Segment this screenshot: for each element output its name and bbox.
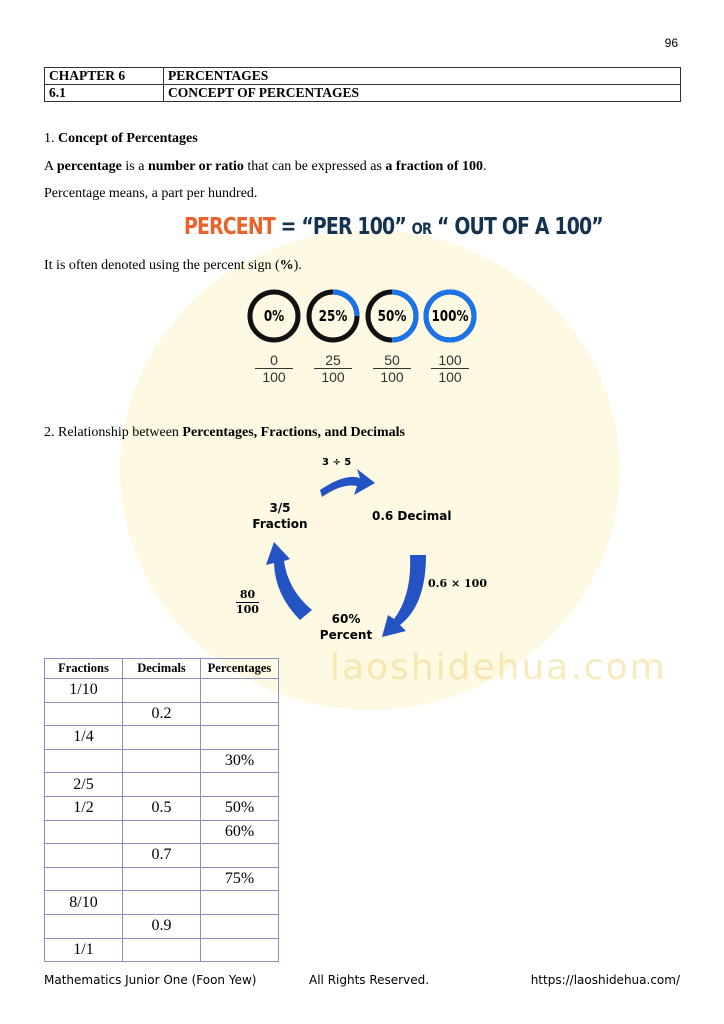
fraction-80-100: 80 100 bbox=[236, 588, 259, 616]
column-header: Percentages bbox=[201, 659, 279, 679]
chapter-header-table bbox=[44, 67, 681, 102]
table-cell bbox=[45, 820, 123, 844]
arrow-percent-to-fraction bbox=[266, 542, 312, 620]
table-cell bbox=[123, 679, 201, 703]
conversion-table bbox=[44, 658, 279, 962]
circle-label: 25% bbox=[318, 307, 348, 325]
table-cell bbox=[201, 938, 279, 962]
definition-text: A percentage is a number or ratio that can be expressed as a fraction of 100. bbox=[44, 159, 487, 174]
fraction-node: 3/5 Fraction bbox=[252, 501, 308, 531]
table-cell bbox=[123, 891, 201, 915]
table-cell bbox=[123, 773, 201, 797]
table-cell bbox=[201, 844, 279, 868]
chapter-title: PERCENTAGES bbox=[164, 68, 681, 85]
op-divide: 3 ÷ 5 bbox=[322, 457, 352, 468]
table-row bbox=[45, 679, 279, 703]
table-cell bbox=[123, 867, 201, 891]
table-row bbox=[45, 844, 279, 868]
table-cell: 60% bbox=[201, 820, 279, 844]
percent-banner: PERCENT = “PER 100” OR “ OUT OF A 100” bbox=[184, 214, 603, 240]
table-cell: 0.2 bbox=[123, 702, 201, 726]
table-cell: 0.7 bbox=[123, 844, 201, 868]
section-number: 6.1 bbox=[45, 85, 164, 102]
table-cell bbox=[123, 726, 201, 750]
fraction-3: $\frac{100}{100}$ bbox=[425, 352, 475, 385]
fraction-1: $\frac{25}{100}$ bbox=[308, 352, 358, 385]
column-header: Decimals bbox=[123, 659, 201, 679]
meaning-text: Percentage means, a part per hundred. bbox=[44, 186, 258, 201]
percent-circle-1 bbox=[305, 288, 361, 344]
circle-label: 0% bbox=[263, 307, 285, 325]
table-cell: 50% bbox=[201, 796, 279, 820]
heading-concept: 1. Concept of Percentages bbox=[44, 131, 198, 146]
table-cell: 1/4 bbox=[45, 726, 123, 750]
table-row bbox=[45, 867, 279, 891]
table-row bbox=[45, 820, 279, 844]
watermark: laoshidehua.com bbox=[330, 647, 667, 688]
table-cell bbox=[45, 867, 123, 891]
table-cell bbox=[45, 844, 123, 868]
table-cell bbox=[201, 773, 279, 797]
table-row bbox=[45, 914, 279, 938]
table-row bbox=[45, 773, 279, 797]
arrow-fraction-to-decimal bbox=[320, 469, 375, 497]
table-cell bbox=[123, 749, 201, 773]
arrow-decimal-to-percent bbox=[382, 555, 426, 637]
footer-url[interactable]: https://laoshidehua.com/ bbox=[530, 973, 680, 987]
percent-circle-0 bbox=[246, 288, 302, 344]
table-cell: 0.5 bbox=[123, 796, 201, 820]
chapter-label: CHAPTER 6 bbox=[45, 68, 164, 85]
percent-circle-3 bbox=[422, 288, 478, 344]
table-cell bbox=[45, 914, 123, 938]
table-cell bbox=[201, 891, 279, 915]
table-cell: 75% bbox=[201, 867, 279, 891]
table-cell bbox=[201, 679, 279, 703]
op-multiply: 0.6 × 100 bbox=[428, 577, 487, 590]
footer-center: All Rights Reserved. bbox=[309, 973, 430, 987]
percent-sign-text: It is often denoted using the percent sign (%). bbox=[44, 258, 302, 273]
table-cell bbox=[45, 702, 123, 726]
table-cell: 8/10 bbox=[45, 891, 123, 915]
page-number: 96 bbox=[664, 36, 678, 50]
table-cell bbox=[201, 726, 279, 750]
table-cell bbox=[201, 702, 279, 726]
table-row bbox=[45, 796, 279, 820]
percent-circle-2 bbox=[364, 288, 420, 344]
table-cell: 0.9 bbox=[123, 914, 201, 938]
section-title: CONCEPT OF PERCENTAGES bbox=[164, 85, 681, 102]
circle-label: 50% bbox=[377, 307, 407, 325]
heading-relationship: 2. Relationship between Percentages, Fractions, and Decimals bbox=[44, 425, 405, 440]
table-row bbox=[45, 726, 279, 750]
table-row bbox=[45, 702, 279, 726]
table-row bbox=[45, 749, 279, 773]
table-cell bbox=[45, 749, 123, 773]
percent-node: 60% Percent bbox=[319, 612, 373, 642]
table-cell: 1/2 bbox=[45, 796, 123, 820]
table-row bbox=[45, 891, 279, 915]
fraction-2: $\frac{50}{100}$ bbox=[367, 352, 417, 385]
column-header: Fractions bbox=[45, 659, 123, 679]
circle-label: 100% bbox=[431, 307, 469, 325]
table-cell: 1/10 bbox=[45, 679, 123, 703]
table-cell bbox=[123, 938, 201, 962]
fraction-0: $\frac{0}{100}$ bbox=[249, 352, 299, 385]
table-row bbox=[45, 938, 279, 962]
table-cell: 1/1 bbox=[45, 938, 123, 962]
table-cell bbox=[123, 820, 201, 844]
table-cell: 2/5 bbox=[45, 773, 123, 797]
footer-left: Mathematics Junior One (Foon Yew) bbox=[44, 973, 257, 987]
decimal-node: 0.6 Decimal bbox=[372, 509, 452, 523]
table-cell bbox=[201, 914, 279, 938]
table-cell: 30% bbox=[201, 749, 279, 773]
